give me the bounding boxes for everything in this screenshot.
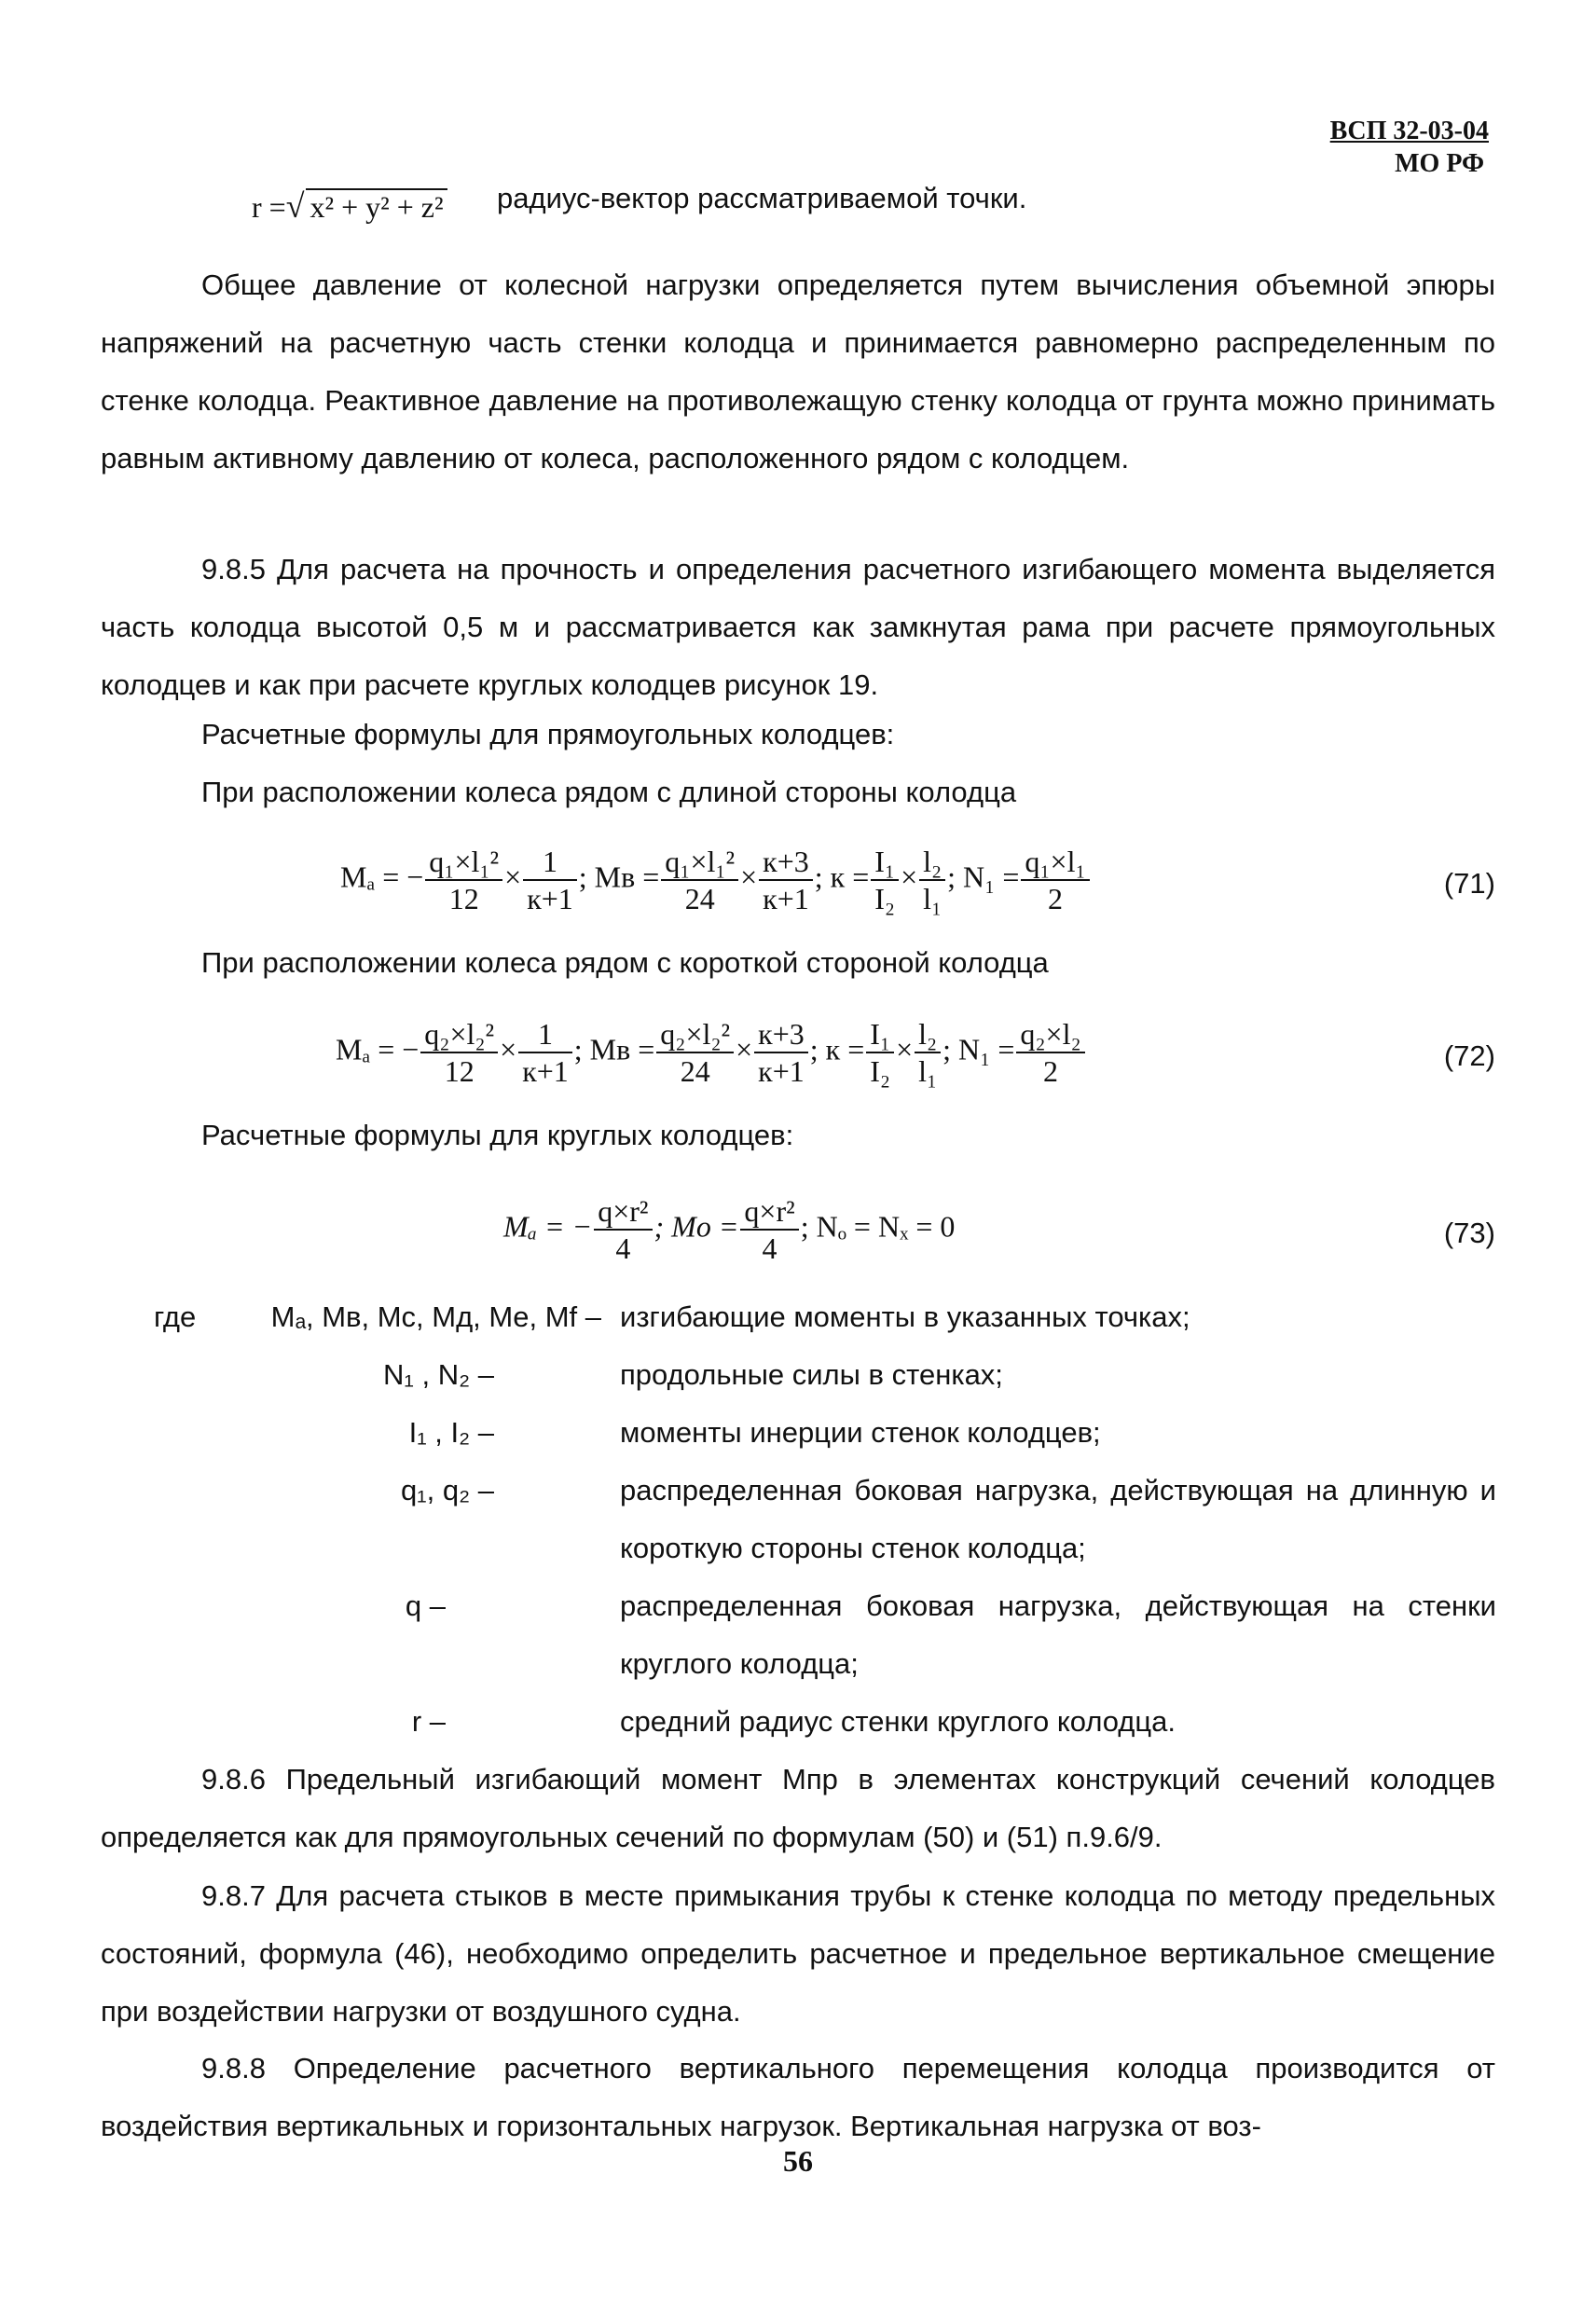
definition-symbol: r – <box>411 1705 446 1738</box>
document-code: ВСП 32-03-04 <box>1329 117 1489 145</box>
eq73-ma-label: Mₐ = − <box>503 1209 593 1244</box>
definition-symbol: q₁, q₂ – <box>400 1474 494 1506</box>
where-label: где <box>154 1300 197 1333</box>
definition-text: распределенная боковая нагрузка, действующая на длинную и короткую стороны стенок колодца; <box>620 1474 1496 1564</box>
eq71-ma-factor: $\frac{1}{к+1}$ <box>523 844 577 916</box>
eq72-k-label: ; к = <box>809 1032 865 1066</box>
eq71-mb-fraction: $\frac{\text{q₁×l₁²}}{24}$ <box>661 844 738 916</box>
definition-text: распределенная боковая нагрузка, действующая на стенки круглого колодца; <box>620 1589 1496 1680</box>
definition-symbol: I₁ , I₂ – <box>408 1416 494 1449</box>
equation-73: Mₐ = − $\frac{\text{q×r²}}{4}$ ; Mо = $\frac{\text{q×r²}}{4}$ ; Nₒ = Nₓ = 0 <box>503 1194 956 1265</box>
round-formulas-intro: Расчетные формулы для круглых колодцев: <box>201 1119 794 1151</box>
eq73-n-label: ; Nₒ = Nₓ = 0 <box>800 1209 956 1244</box>
equation-72: Mₐ = − $\frac{\text{q₂×l₂²}}{12}$ × $\frac{1}{к+1}$ ; Mв = $\frac{\text{q₂×l₂²}}{24}$ × $\frac{к+3}{к+1}$ ; к = $\frac{\text{I₁}}{\text{I₂}}$ × $\frac{\text{l₂}}{\text{l₁}}$ ; N₁ = $\frac{\text{q₂×l₂}}{2}$ <box>336 1016 1087 1089</box>
eq71-ma-fraction: $\frac{\text{q₁×l₁²}}{12}$ <box>425 844 502 916</box>
definition-text: изгибающие моменты в указанных точках; <box>620 1300 1190 1333</box>
eq73-mo-label: ; Mо = <box>654 1209 739 1244</box>
sqrt-sign: √ <box>285 187 305 225</box>
definition-symbol: N₁ , N₂ – <box>383 1358 494 1391</box>
radius-description: радиус-вектор рассматриваемой точки. <box>497 182 1027 214</box>
radius-formula <box>252 186 447 226</box>
paragraph-9-8-7: 9.8.7 Для расчета стыков в месте примыкания трубы к стенке колодца по методу предельных состояний, формула (46), необходимо определить расчетное и предельное вертикальное смещение при воздействии нагрузки от воздушного судна. <box>101 1879 1495 2028</box>
page-number: 56 <box>783 2144 813 2178</box>
short-side-intro: При расположении колеса рядом с короткой стороной колодца <box>201 946 1049 979</box>
eq72-ma-label: Mₐ = − <box>336 1032 420 1066</box>
paragraph-9-8-8: 9.8.8 Определение расчетного вертикального перемещения колодца производится от воздействия вертикальных и горизонтальных нагрузок. Вертикальная нагрузка от воз- <box>101 2052 1495 2142</box>
radius-lhs: r = <box>252 190 286 224</box>
equation-number-73: (73) <box>1443 1217 1495 1249</box>
paragraph-9-8-5: 9.8.5 Для расчета на прочность и определения расчетного изгибающего момента выделяется часть колодца высотой 0,5 м и рассматривается как замкнутая рама при расчете прямоугольных колодцев и как при расчете круглых колодцев рисунок 19. <box>101 553 1495 701</box>
eq71-k-label: ; к = <box>814 860 870 894</box>
equation-number-71: (71) <box>1443 867 1495 900</box>
equation-number-72: (72) <box>1443 1039 1495 1072</box>
eq72-mb-label: ; Mв = <box>573 1032 655 1066</box>
definition-text: продольные силы в стенках; <box>620 1358 1003 1391</box>
long-side-intro: При расположении колеса рядом с длиной стороны колодца <box>201 776 1017 808</box>
equation-71: Mₐ = − $\frac{\text{q₁×l₁²}}{12}$ × $\frac{1}{к+1}$ ; Mв = $\frac{\text{q₁×l₁²}}{24}$ × $\frac{к+3}{к+1}$ ; к = $\frac{\text{I₁}}{\text{I₂}}$ × $\frac{\text{l₂}}{\text{l₁}}$ ; N₁ = $\frac{\text{q₁×l₁}}{2}$ <box>340 844 1092 916</box>
eq71-mb-factor: $\frac{к+3}{к+1}$ <box>759 844 813 916</box>
definition-symbol: Mₐ, Mв, Mс, Mд, Mе, Mf – <box>270 1300 601 1333</box>
eq71-mb-label: ; Mв = <box>578 860 660 894</box>
paragraph-pressure: Общее давление от колесной нагрузки определяется путем вычисления объемной эпюры напряжений на расчетную часть стенки колодца и принимается равномерно распределенным по стенке колодца. Реактивное давление на противолежащую стенку колодца от грунта можно принимать равным активному давлению от колеса, расположенного рядом с колодцем. <box>101 268 1495 475</box>
organization-label: МО РФ <box>1395 149 1484 178</box>
definition-text: моменты инерции стенок колодцев; <box>620 1416 1101 1449</box>
rect-formulas-intro: Расчетные формулы для прямоугольных колодцев: <box>201 718 895 750</box>
eq71-n-label: ; N₁ = <box>947 860 1020 894</box>
eq72-n-label: ; N₁ = <box>942 1032 1015 1066</box>
definition-symbol: q – <box>405 1589 446 1622</box>
paragraph-9-8-6: 9.8.6 Предельный изгибающий момент Mпр в элементах конструкций сечений колодцев определяется как для прямоугольных сечений по формулам (50) и (51) п.9.6/9. <box>101 1763 1495 1853</box>
definition-text: средний радиус стенки круглого колодца. <box>620 1705 1176 1738</box>
eq71-ma-label: Mₐ = − <box>340 860 424 894</box>
radius-radicand: x² + y² + z² <box>306 188 447 225</box>
